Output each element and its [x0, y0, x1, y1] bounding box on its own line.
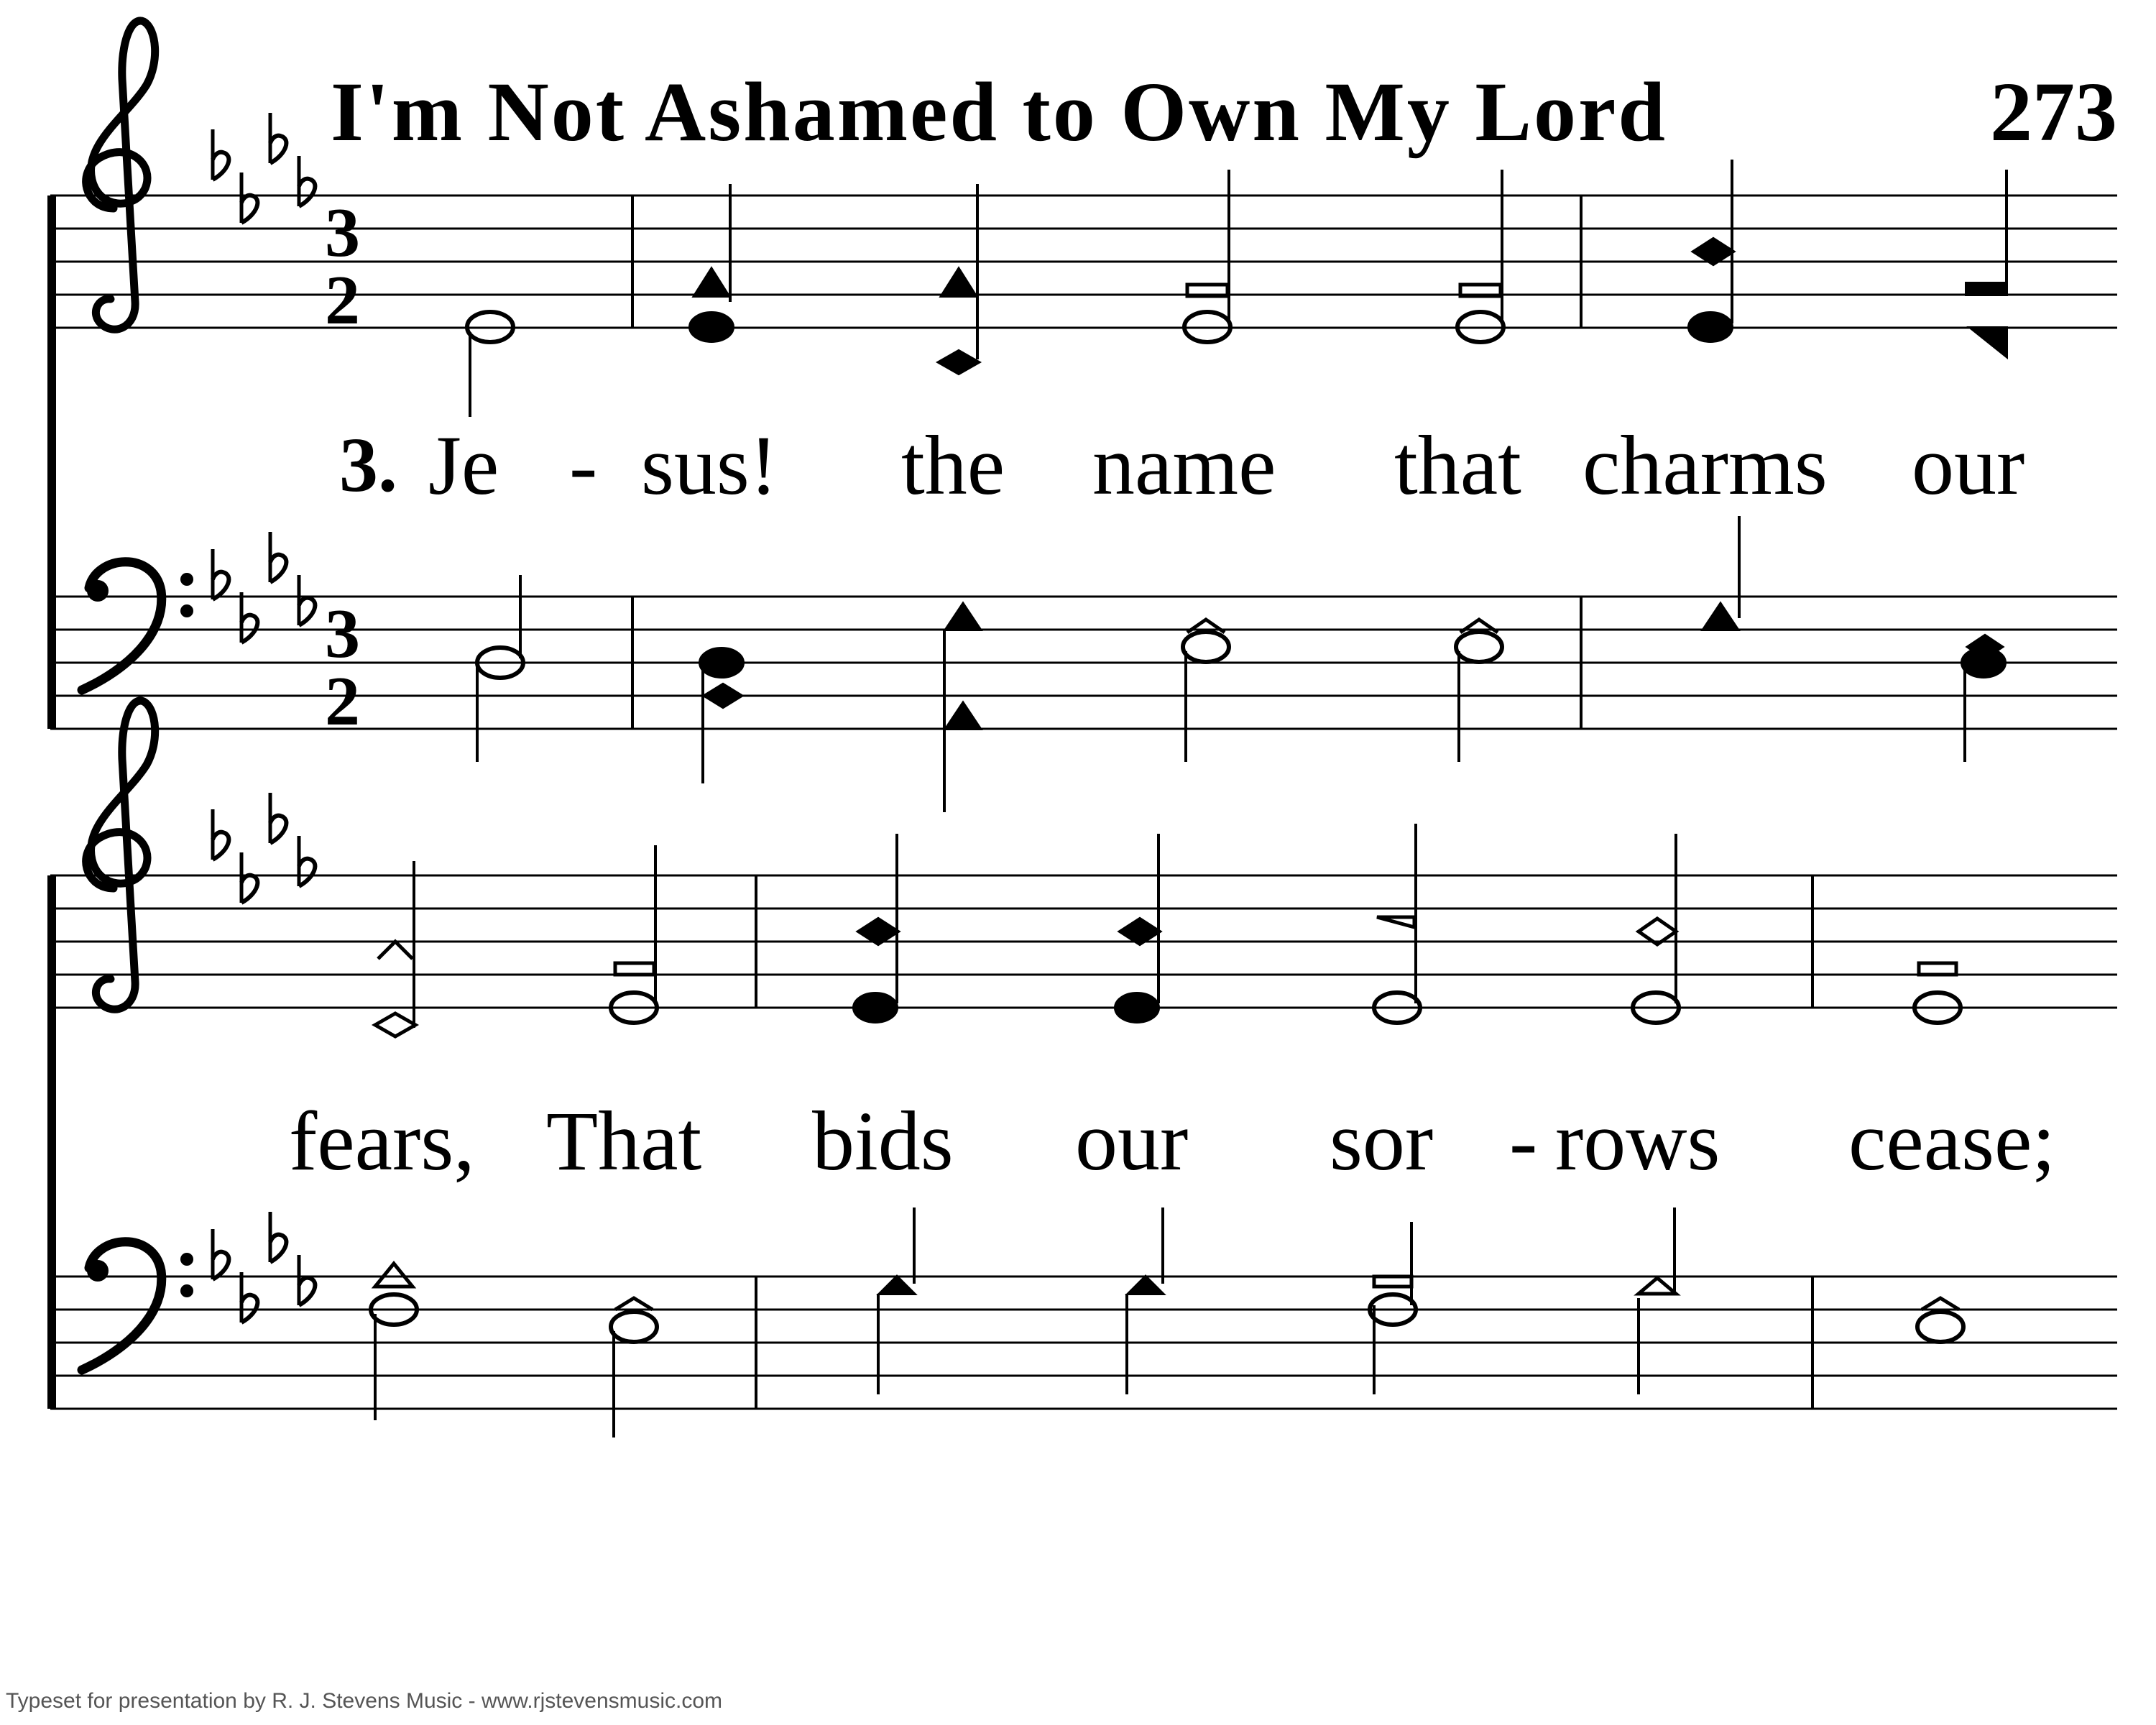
- lyric-syllable: Je: [428, 418, 499, 512]
- lyric-syllable: the: [901, 418, 1005, 512]
- bass-notes-1: [477, 516, 2005, 812]
- lyric-syllable: charms: [1583, 418, 1828, 512]
- system-bracket: [47, 196, 56, 729]
- verse-number: 3.: [339, 423, 397, 508]
- key-signature-treble: [213, 793, 315, 903]
- hymn-number: 273: [1990, 65, 2117, 159]
- lyric-syllable: cease;: [1848, 1094, 2056, 1188]
- lyric-syllable: our: [1912, 418, 2025, 512]
- staff-lines-bass-2: [50, 1276, 2117, 1409]
- svg-text:2: 2: [325, 663, 360, 740]
- key-signature-bass: [213, 532, 315, 643]
- svg-text:3: 3: [325, 194, 360, 272]
- key-signature-treble: [213, 113, 315, 223]
- time-signature-treble: [325, 194, 360, 339]
- staff-lines-treble-2: [50, 875, 2117, 1008]
- lyric-syllable: our: [1075, 1094, 1189, 1188]
- hymn-title: I'm Not Ashamed to Own My Lord: [331, 65, 1668, 159]
- bass-clef-icon: [82, 1242, 193, 1370]
- bass-clef-icon: [82, 562, 193, 690]
- lyric-syllable: bids: [812, 1094, 954, 1188]
- svg-text:3: 3: [325, 595, 360, 673]
- lyric-hyphen: -: [1509, 1094, 1538, 1188]
- time-signature-bass: [325, 595, 360, 740]
- lyric-syllable: name: [1092, 418, 1276, 512]
- lyric-syllable: That: [546, 1094, 702, 1188]
- lyric-syllable: fears,: [289, 1094, 475, 1188]
- typesetter-credit: Typeset for presentation by R. J. Stevens Music - www.rjstevensmusic.com: [6, 1689, 723, 1713]
- lyric-syllable: sus!: [641, 418, 778, 512]
- lyric-hyphen: -: [569, 418, 598, 512]
- lyric-syllable: sor: [1330, 1094, 1434, 1188]
- system-2: [47, 701, 2117, 1438]
- treble-clef-icon: [86, 21, 155, 329]
- svg-text:2: 2: [325, 262, 360, 339]
- bass-notes-2: [371, 1208, 1963, 1438]
- key-signature-bass: [213, 1212, 315, 1322]
- lyric-syllable: rows: [1555, 1094, 1720, 1188]
- treble-clef-icon: [86, 701, 155, 1009]
- system-bracket: [47, 875, 56, 1409]
- treble-notes-1: [467, 160, 2007, 417]
- staff-lines-bass-1: [50, 597, 2117, 729]
- staff-lines-treble-1: [50, 196, 2117, 328]
- lyric-syllable: that: [1394, 418, 1521, 512]
- treble-notes-2: [375, 824, 1961, 1036]
